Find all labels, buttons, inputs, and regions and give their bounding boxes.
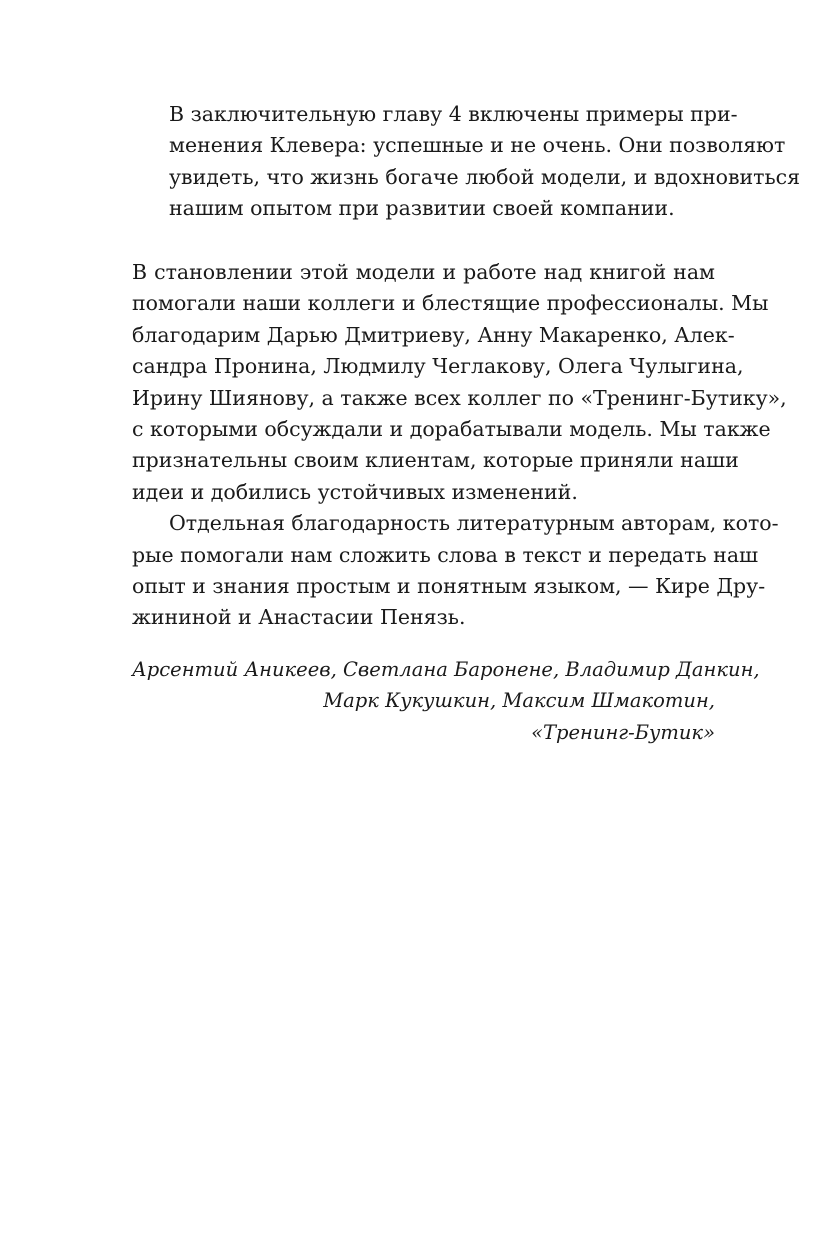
acknowledgements-paragraph-1 [132, 257, 787, 508]
acknowledgements-paragraph-2 [132, 508, 779, 634]
ack1-line-6: с которыми обсуждали и дорабатывали модель. Мы также [132, 417, 771, 442]
signature-line-2: Марк Кукушкин, Максим Шмакотин, [323, 689, 715, 713]
ack1-line-8: идеи и добились устойчивых изменений. [132, 479, 578, 504]
ack2-line-3: опыт и знания простым и понятным языком, — Кире Дру- [132, 574, 766, 599]
ack1-line-1: В становлении этой модели и работе над книгой нам [132, 260, 715, 284]
ack2-line-2: рые помогали нам сложить слова в текст и передать наш [132, 542, 759, 567]
intro-line-1: В заключительную главу 4 включены примеры при- [169, 102, 738, 126]
ack1-line-7: признательны своим клиентам, которые приняли наши [132, 448, 739, 473]
intro-line-2: менения Клевера: успешные и не очень. Они позволяют [169, 133, 786, 158]
ack2-line-4: жининой и Анастасии Пенязь. [132, 605, 466, 630]
ack1-line-3: благодарим Дарью Дмитриеву, Анну Макаренко, Алек- [132, 322, 735, 347]
signature-line-3: «Тренинг-Бутик» [531, 720, 715, 744]
intro-paragraph [132, 99, 801, 225]
ack1-line-5: Ирину Шиянову, а также всех коллег по «Тренинг-Бутику», [132, 385, 787, 410]
signature-line-1: Арсентий Аникеев, Светлана Бароненe, Владимир Данкин, [132, 658, 760, 681]
authors-signature [132, 654, 760, 748]
ack1-line-4: сандра Пронина, Людмилу Чеглакову, Олега Чулыгина, [132, 354, 744, 379]
intro-line-3: увидеть, что жизнь богаче любой модели, и вдохновиться [169, 164, 801, 189]
ack2-line-1: Отдельная благодарность литературным авторам, кото- [169, 511, 779, 536]
intro-line-4: нашим опытом при развитии своей компании. [169, 196, 675, 221]
acknowledgements-section [132, 257, 787, 634]
ack1-line-2: помогали наши коллеги и блестящие профессионалы. Мы [132, 291, 769, 316]
